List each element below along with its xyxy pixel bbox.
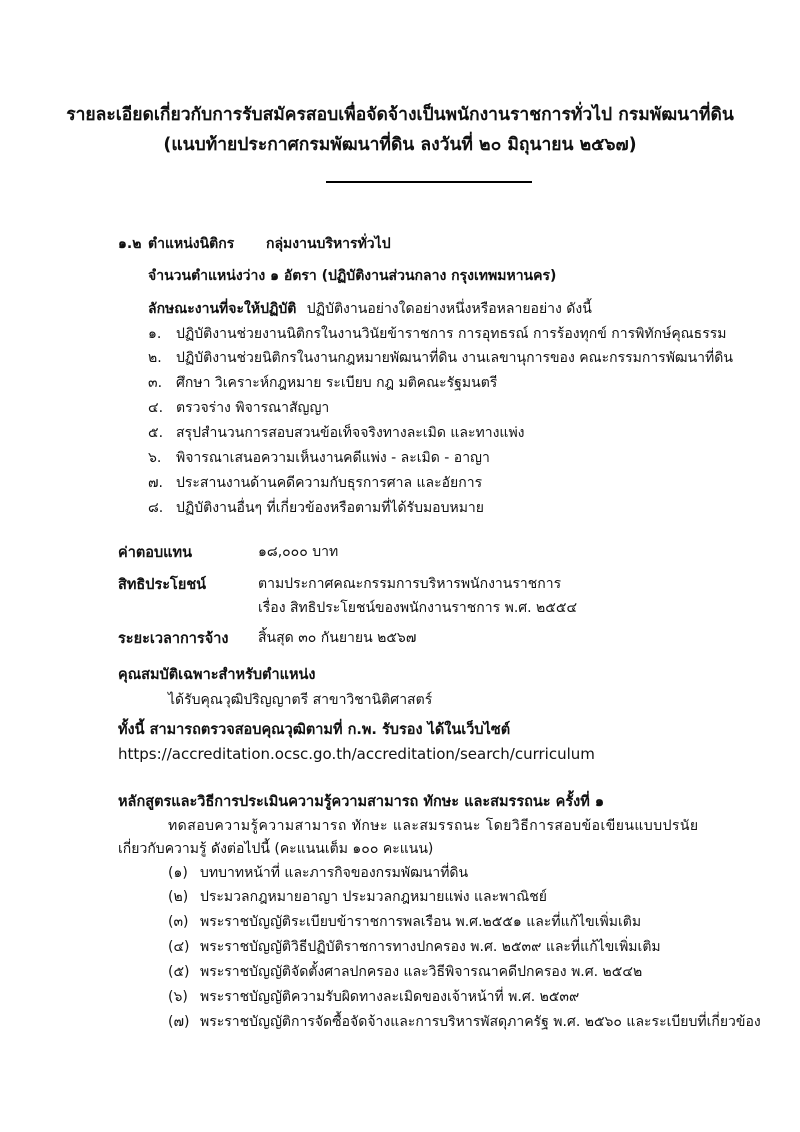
- section-number: ๑.๒: [118, 236, 142, 252]
- position-group: กลุ่มงานบริหารทั่วไป: [266, 236, 391, 252]
- list-item: ๔. ตรวจร่าง พิจารณาสัญญา: [148, 400, 330, 416]
- title-divider: [326, 181, 532, 183]
- list-item: ๓. ศึกษา วิเคราะห์กฎหมาย ระเบียบ กฎ มติคณะรัฐมนตรี: [148, 375, 498, 391]
- list-item: ๕. สรุปสำนวนการสอบสวนข้อเท็จจริงทางละเมิด และทางแพ่ง: [148, 425, 525, 441]
- benefits-line-1: ตามประกาศคณะกรรมการบริหารพนักงานราชการ: [258, 576, 562, 592]
- assessment-paragraph-line-2: เกี่ยวกับความรู้ ดังต่อไปนี้ (คะแนนเต็ม ๑๐๐ คะแนน): [118, 841, 434, 857]
- duties-label: ลักษณะงานที่จะให้ปฏิบัติ: [148, 301, 297, 317]
- compensation-label: ค่าตอบแทน: [118, 545, 192, 561]
- qualifications-text: ได้รับคุณวุฒิปริญญาตรี สาขาวิชานิติศาสตร์: [168, 692, 433, 708]
- employment-period-value: สิ้นสุด ๓๐ กันยายน ๒๕๖๗: [258, 630, 417, 646]
- benefits-line-2: เรื่อง สิทธิประโยชน์ของพนักงานราชการ พ.ศ. ๒๕๕๔: [258, 600, 578, 616]
- assessment-heading: หลักสูตรและวิธีการประเมินความรู้ความสามารถ ทักษะ และสมรรถนะ ครั้งที่ ๑: [118, 794, 605, 810]
- qualifications-heading: คุณสมบัติเฉพาะสำหรับตำแหน่ง: [118, 667, 316, 683]
- list-item: ๑. ปฏิบัติงานช่วยงานนิติกรในงานวินัยข้าราชการ การอุทธรณ์ การร้องทุกข์ การพิทักษ์คุณธรรม: [148, 326, 727, 342]
- document-title-line-2: (แนบท้ายประกาศกรมพัฒนาที่ดิน ลงวันที่ ๒๐ มิถุนายน ๒๕๖๗): [163, 135, 637, 155]
- list-item: (๕) พระราชบัญญัติจัดตั้งศาลปกครอง และวิธีพิจารณาคดีปกครอง พ.ศ. ๒๕๔๒: [168, 964, 643, 980]
- list-item: (๓) พระราชบัญญัติระเบียบข้าราชการพลเรือน พ.ศ.๒๕๕๑ และที่แก้ไขเพิ่มเติม: [168, 914, 642, 930]
- list-item: (๒) ประมวลกฎหมายอาญา ประมวลกฎหมายแพ่ง และพาณิชย์: [168, 889, 547, 905]
- assessment-paragraph-line-1: ทดสอบความรู้ความสามารถ ทักษะ และสมรรถนะ โดยวิธีการสอบข้อเขียนแบบปรนัย: [168, 818, 699, 834]
- document-title-line-1: รายละเอียดเกี่ยวกับการรับสมัครสอบเพื่อจัดจ้างเป็นพนักงานราชการทั่วไป กรมพัฒนาที่ดิน: [66, 105, 734, 125]
- list-item: ๘. ปฏิบัติงานอื่นๆ ที่เกี่ยวข้องหรือตามที่ได้รับมอบหมาย: [148, 500, 484, 516]
- benefits-label: สิทธิประโยชน์: [118, 577, 207, 593]
- list-item: ๗. ประสานงานด้านคดีความกับธุรการศาล และอัยการ: [148, 475, 483, 491]
- position-title: ตำแหน่งนิติกร: [148, 236, 235, 252]
- list-item: (๗) พระราชบัญญัติการจัดซื้อจัดจ้างและการบริหารพัสดุภาครัฐ พ.ศ. ๒๕๖๐ และระเบียบที่เกี่ยวข้อง: [168, 1014, 761, 1030]
- compensation-value: ๑๘,๐๐๐ บาท: [258, 544, 339, 560]
- list-item: ๒. ปฏิบัติงานช่วยนิติกรในงานกฎหมายพัฒนาที่ดิน งานเลขานุการของ คณะกรรมการพัฒนาที่ดิน: [148, 350, 733, 366]
- list-item: ๖. พิจารณาเสนอความเห็นงานคดีแพ่ง - ละเมิด - อาญา: [148, 450, 490, 466]
- employment-period-label: ระยะเวลาการจ้าง: [118, 631, 229, 647]
- accreditation-link[interactable]: https://accreditation.ocsc.go.th/accreditation/search/curriculum: [118, 745, 595, 763]
- list-item: (๖) พระราชบัญญัติความรับผิดทางละเมิดของเจ้าหน้าที่ พ.ศ. ๒๕๓๙: [168, 989, 580, 1005]
- verification-text: ทั้งนี้ สามารถตรวจสอบคุณวุฒิตามที่ ก.พ. รับรอง ได้ในเว็บไซต์: [118, 722, 511, 738]
- list-item: (๔) พระราชบัญญัติวิธีปฏิบัติราชการทางปกครอง พ.ศ. ๒๕๓๙ และที่แก้ไขเพิ่มเติม: [168, 939, 661, 955]
- vacancy-info: จำนวนตำแหน่งว่าง ๑ อัตรา (ปฏิบัติงานส่วนกลาง กรุงเทพมหานคร): [148, 268, 557, 284]
- duties-intro: ปฏิบัติงานอย่างใดอย่างหนึ่งหรือหลายอย่าง ดังนี้: [306, 301, 592, 317]
- list-item: (๑) บทบาทหน้าที่ และภารกิจของกรมพัฒนาที่ดิน: [168, 865, 469, 881]
- duties-header: [148, 298, 592, 320]
